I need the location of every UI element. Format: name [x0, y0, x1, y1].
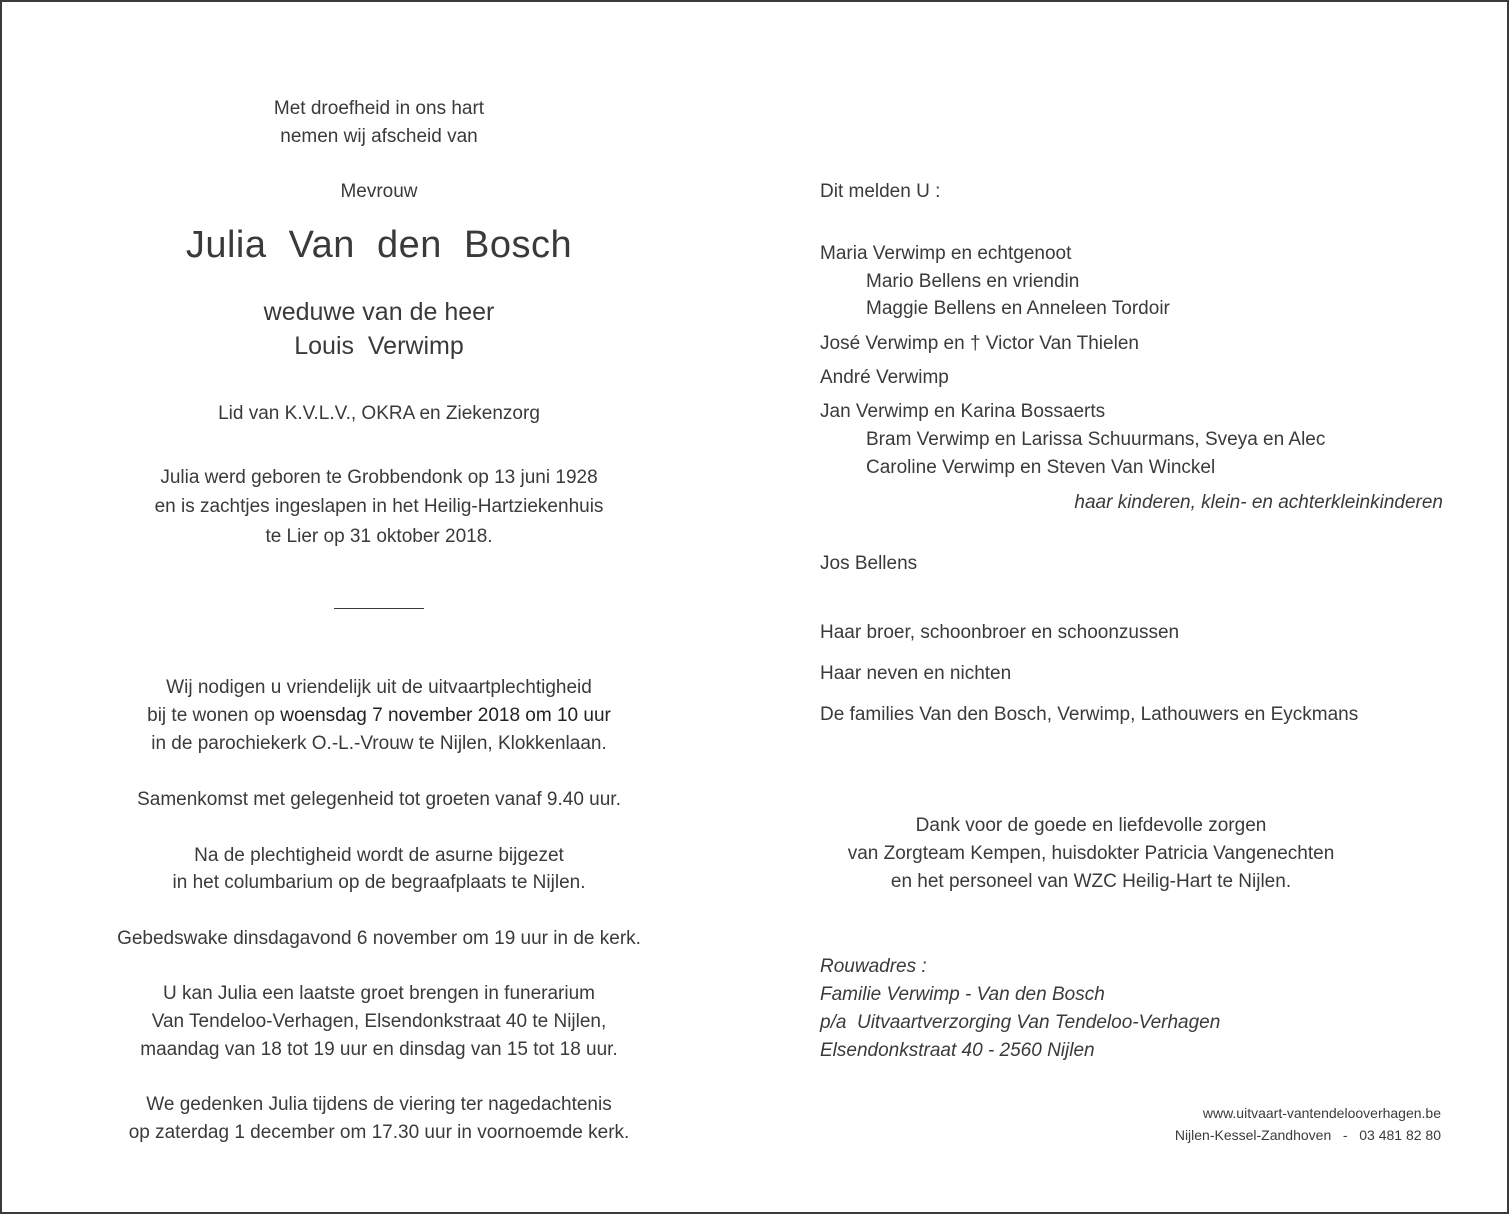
family-line: Mario Bellens en vriendin [866, 271, 1080, 292]
visit-line-2: Van Tendeloo-Verhagen, Elsendonkstraat 40 te Nijlen, [151, 1011, 607, 1032]
cousins: Haar neven en nichten [820, 663, 1012, 684]
visit-line-3: maandag van 18 tot 19 uur en dinsdag van 15 tot 18 uur. [140, 1039, 618, 1060]
invite-line-3: in de parochiekerk O.-L.-Vrouw te Nijlen, Klokkenlaan. [151, 733, 607, 754]
vigil: Gebedswake dinsdagavond 6 november om 19 uur in de kerk. [117, 928, 641, 949]
memorial-line-2: op zaterdag 1 december om 17.30 uur in voornoemde kerk. [128, 1122, 630, 1143]
intro-line-2: nemen wij afscheid van [280, 126, 478, 147]
thanks-line-1: Dank voor de goede en liefdevolle zorgen [915, 815, 1267, 836]
widow-line-2: Louis Verwimp [294, 332, 464, 360]
family-line: Maggie Bellens en Anneleen Tordoir [866, 298, 1170, 319]
jos-bellens: Jos Bellens [820, 553, 918, 574]
divider [334, 608, 424, 609]
children-caption: haar kinderen, klein- en achterkleinkinderen [1074, 492, 1443, 513]
gathering: Samenkomst met gelegenheid tot groeten vanaf 9.40 uur. [137, 789, 621, 810]
visit-line-1: U kan Julia een laatste groet brengen in funerarium [163, 983, 595, 1004]
family-line: Maria Verwimp en echtgenoot [820, 243, 1072, 264]
family-line: Jan Verwimp en Karina Bossaerts [820, 401, 1106, 422]
families: De families Van den Bosch, Verwimp, Lathouwers en Eyckmans [820, 704, 1359, 725]
born-line-1: Julia werd geboren te Grobbendonk op 13 juni 1928 [160, 467, 598, 488]
urn-line-2: in het columbarium op de begraafplaats te Nijlen. [172, 872, 586, 893]
family-line: Bram Verwimp en Larissa Schuurmans, Sveya en Alec [866, 429, 1326, 450]
funeral-date: woensdag 7 november 2018 om 10 uur [280, 705, 611, 726]
invite-line-2: bij te wonen op woensdag 7 november 2018 om 10 uur [147, 705, 611, 726]
family-line: Caroline Verwimp en Steven Van Winckel [866, 457, 1216, 478]
footer-contact: Nijlen-Kessel-Zandhoven - 03 481 82 80 [1174, 1127, 1441, 1143]
website: www.uitvaart-vantendelooverhagen.be [1202, 1105, 1441, 1121]
address-line-2: p/a Uitvaartverzorging Van Tendeloo-Verhagen [820, 1012, 1221, 1033]
address-line-1: Familie Verwimp - Van den Bosch [820, 984, 1105, 1005]
title-mrs: Mevrouw [340, 181, 418, 202]
widow-line-1: weduwe van de heer [263, 298, 495, 326]
invite-line-1: Wij nodigen u vriendelijk uit de uitvaartplechtigheid [166, 677, 592, 698]
family-line: André Verwimp [820, 367, 949, 388]
intro-line-1: Met droefheid in ons hart [273, 98, 485, 119]
announce: Dit melden U : [820, 181, 941, 202]
urn-line-1: Na de plechtigheid wordt de asurne bijgezet [194, 845, 564, 866]
siblings: Haar broer, schoonbroer en schoonzussen [820, 622, 1180, 643]
membership: Lid van K.V.L.V., OKRA en Ziekenzorg [218, 403, 540, 424]
born-line-2: en is zachtjes ingeslapen in het Heilig-Hartziekenhuis [154, 496, 604, 517]
family-line: José Verwimp en † Victor Van Thielen [820, 333, 1139, 354]
address-label: Rouwadres : [820, 956, 927, 977]
memorial-line-1: We gedenken Julia tijdens de viering ter nagedachtenis [146, 1094, 612, 1115]
thanks-line-3: en het personeel van WZC Heilig-Hart te Nijlen. [890, 871, 1292, 892]
deceased-name: Julia Van den Bosch [185, 224, 573, 266]
thanks-line-2: van Zorgteam Kempen, huisdokter Patricia Vangenechten [847, 843, 1335, 864]
born-line-3: te Lier op 31 oktober 2018. [265, 526, 493, 547]
address-line-3: Elsendonkstraat 40 - 2560 Nijlen [820, 1040, 1095, 1061]
